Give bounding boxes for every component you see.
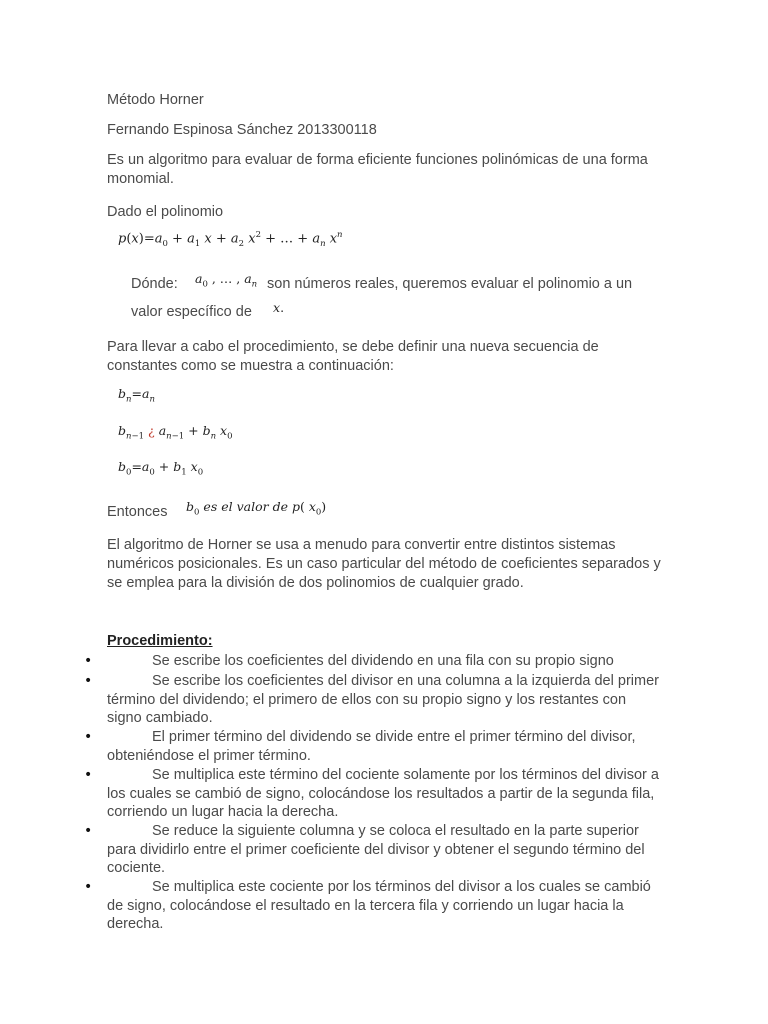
bullet-icon: • [84, 673, 93, 689]
horner-paragraph: El algoritmo de Horner se usa a menudo para convertir entre distintos sistemas numéricos posicionales. Es un caso particular del método de coeficientes separados y se emplea para la división de dos polinomios de cualquier grado. [107, 537, 661, 591]
intro-paragraph [107, 151, 667, 189]
intro-text: Es un [107, 152, 149, 168]
list-item-text: Se escribe los coeficientes del dividendo en una fila con su propio signo [152, 653, 614, 669]
procedure-heading: Procedimiento: [107, 633, 213, 649]
list-item-text: Se escribe los coeficientes del divisor en una columna a la izquierda del primer término del dividendo; el primero de ellos con su propio signo y los restantes con signo cambiado. [107, 673, 659, 726]
list-item [84, 822, 664, 878]
list-item [84, 672, 664, 728]
list-item-text: Se reduce la siguiente columna y se coloca el resultado en la parte superior para dividirlo entre el primer coeficiente del divisor y obtener el segundo término del cociente. [107, 823, 645, 876]
where-text: son números reales, queremos evaluar el polinomio a un [267, 276, 633, 292]
link-algoritmo[interactable]: algoritmo [148, 152, 208, 168]
formula-b0: $b_0=a_0 + b_1$ $x_0$ [118, 459, 204, 478]
para-llevar: Para llevar a cabo el procedimiento, se debe definir una nueva secuencia de constantes como se muestra a continuación: [107, 339, 599, 374]
entonces-label: Entonces [107, 504, 168, 520]
list-item [84, 652, 664, 671]
author-line: Fernando Espinosa Sánchez 2013300118 [107, 122, 377, 138]
link-monomial[interactable]: monomial [107, 171, 170, 187]
bullet-icon: • [84, 767, 93, 783]
bullet-icon: • [84, 653, 93, 669]
formula-bn-minus-1: $b_{n-1}$ ¿ $a_{n-1} + b_n$ $x_0$ [118, 423, 233, 442]
document-title: Método Horner [107, 92, 204, 108]
formula-bn: $b_n=a_n$ [118, 386, 155, 405]
dado-label: Dado el polinomio [107, 204, 224, 220]
where-label: Dónde: [131, 276, 178, 292]
list-item [84, 878, 664, 934]
list-item-text: Se multiplica este cociente por los términos del divisor a los cuales se cambió de signo, colocándose el resultado en la tercera fila y corriendo un lugar hacia la derecha. [107, 879, 651, 932]
intro-text: . [169, 171, 174, 187]
list-item-text: El primer término del dividendo se divide entre el primer término del divisor, obteniéndose el primer término. [107, 729, 636, 764]
bullet-icon: • [84, 823, 93, 839]
link-funciones-polinomicas[interactable]: funciones polinómicas [415, 152, 559, 168]
list-item [84, 728, 664, 765]
x-variable: x. [273, 300, 285, 315]
polynomial-formula: $p(x)=a_0 + a_1$ $x + a_2$ $x^2$ + … + $a_n$ $x^n$ [118, 230, 343, 249]
specific-value-label: valor específico de [131, 304, 252, 320]
bullet-icon: • [84, 879, 93, 895]
coefficients-formula: $a_0$ , … , $a_n$ [195, 271, 258, 290]
list-item-text: Se multiplica este término del cociente solamente por los términos del divisor a los cuales se cambió de signo, colocándose los resultados a partir de la segunda fila, corriendo un lugar hacia la derecha. [107, 767, 659, 820]
intro-text: para evaluar de forma eficiente [207, 152, 416, 168]
entonces-formula: $b_0$ es el valor de p( $x_0$) [186, 499, 327, 518]
bullet-icon: • [84, 729, 93, 745]
entonces-formula-text: es el valor de [203, 499, 288, 514]
list-item [84, 766, 664, 822]
intro-text: de una forma [558, 152, 648, 168]
